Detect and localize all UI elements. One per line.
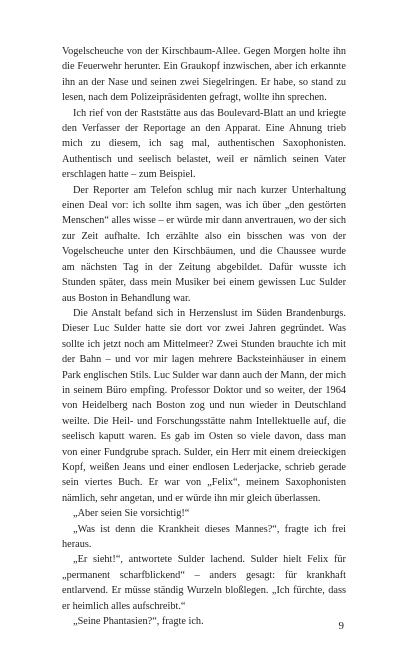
body-paragraph: „Seine Phantasien?“, fragte ich. [73,616,204,628]
page-body [62,44,346,629]
body-paragraph: Der Reporter am Telefon schlug mir nach kurzer Unterhaltung einen Deal vor: ich sollte ihm sagen, was ich über „den gestörten Menschen“ alles wisse – er würde mir dann anvertrauen, wo der sich zur Zeit aufhalte. Ich erzählte also ein bisschen was von der Vogelscheuche unter den Kirschbäumen, und die Chaussee wurde am nächsten Tag in der Zeitung abgebildet. Dafür wusste ich Stunden später, dass mein Musiker bei einem gewissen Luc Sulder aus Boston in Behandlung war. [62,184,346,304]
body-paragraph: „Was ist denn die Krankheit dieses Mannes?“, fragte ich frei heraus. [62,523,346,550]
body-paragraph: Die Anstalt befand sich in Herzenslust im Süden Brandenburgs. Dieser Luc Sulder hatte sie dort vor zwei Jahren gegründet. Was sollte ich jetzt noch am Mittelmeer? Zwei Stunden brauchte ich mit der Bahn – und vor mir lagen mehrere Backsteinhäuser in einem Park englischen Stils. Luc Sulder war dann auch der Mann, der mich in seinem Büro empfing. Professor Doktor und so weiter, der 1964 von Heidelberg nach Boston zog und nun wieder in Deutschland weilte. Die Heil- und Forschungsstätte nahm Intellektuelle auf, die seelisch kaputt waren. Es gab im Osten so viele davon, dass man von einer Fundgrube sprach. Sulder, ein Herr mit einem dreieckigen Kopf, weißen Jeans und einer endlosen Lederjacke, schrieb gerade sein viertes Buch. Er war von „Felix“, meinem Saxophonisten nämlich, sehr angetan, und er würde ihn mir gleich überlassen. [62,307,346,504]
body-paragraph: „Er sieht!“, antwortete Sulder lachend. Sulder hielt Felix für „permanent scharfblickend“ – anders gesagt: für krankhaft entlarvend. Er müsse ständig Wurzeln bloßlegen. „Ich fürchte, dass er heimlich alles aufschreibt.“ [62,554,346,612]
page-number: 9 [338,620,344,632]
body-paragraph: Ich rief von der Raststätte aus das Boulevard-Blatt an und kriegte den Verfasser der Reportage an den Apparat. Eine Ahnung trieb mich zu diesem, ich sag mal, authentischen Saxophonisten. Authentisch und seelisch belastet, weil er nämlich seinen Vater erschlagen hatte – zum Beispiel. [62,107,346,181]
body-paragraph: „Aber seien Sie vorsichtig!“ [73,508,190,520]
body-paragraph: Vogelscheuche von der Kirschbaum-Allee. Gegen Morgen holte ihn die Feuerwehr herunter. Ein Graukopf inzwischen, aber ich erkannte ihn an der Nase und seinen zwei Siegelringen. Er habe, so stand zu lesen, nach dem Polizeipräsidenten gefragt, wollte ihn sprechen. [62,46,346,104]
